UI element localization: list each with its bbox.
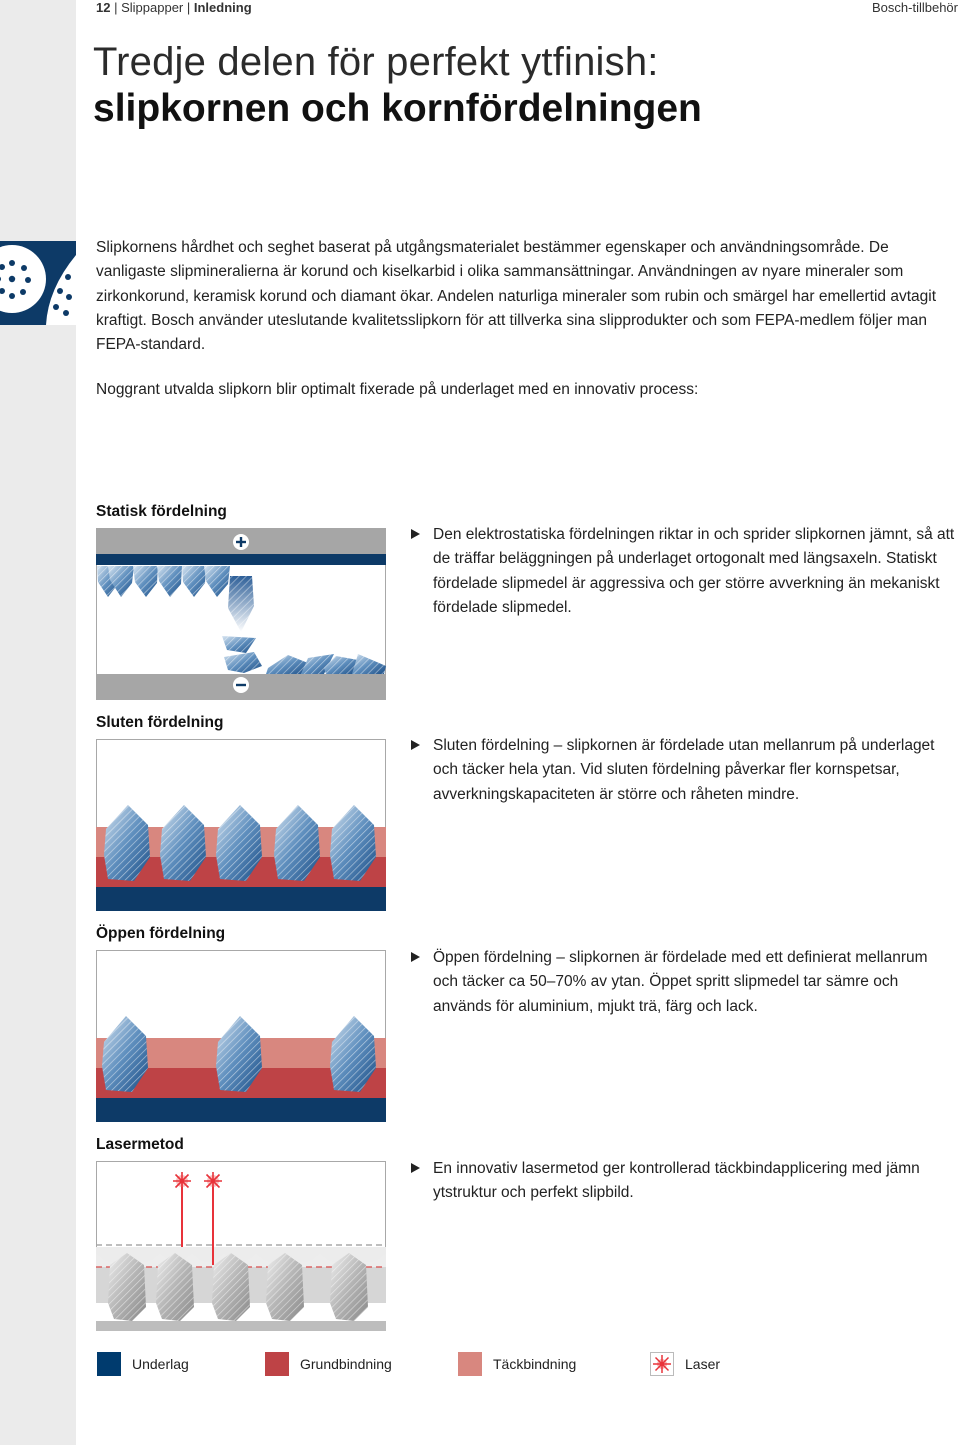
section-desc-closed bbox=[411, 734, 956, 807]
section-title-laser: Lasermetod bbox=[96, 1136, 184, 1153]
legend-swatch-grundbindning bbox=[265, 1352, 289, 1376]
section-desc-laser bbox=[411, 1157, 956, 1206]
header-section: Slippapper bbox=[121, 0, 184, 15]
legend-item-grundbindning bbox=[265, 1352, 392, 1376]
legend-item-tackbindning bbox=[458, 1352, 576, 1376]
sanding-disc-icon bbox=[0, 241, 76, 325]
legend-item-laser bbox=[650, 1352, 720, 1376]
legend-swatch-tackbindning bbox=[458, 1352, 482, 1376]
legend-swatch-underlag bbox=[97, 1352, 121, 1376]
section-text-open: Öppen fördelning – slipkornen är fördelade med ett definierat mellanrum och täcker ca 50–70% av ytan. Öppet spritt slipmedel tar sämre och används för aluminium, mjukt trä, färg och lack. bbox=[433, 949, 928, 1015]
bullet-arrow-icon bbox=[411, 952, 420, 962]
page-header bbox=[96, 0, 252, 15]
laser-icon bbox=[650, 1352, 674, 1376]
legend-label-laser: Laser bbox=[685, 1356, 721, 1372]
header-brand: Bosch-tillbehör bbox=[872, 0, 958, 15]
side-strip bbox=[0, 0, 76, 1445]
section-title-open: Öppen fördelning bbox=[96, 925, 226, 942]
bullet-arrow-icon bbox=[411, 1163, 420, 1173]
page-number: 12 bbox=[96, 0, 111, 15]
section-title-closed: Sluten fördelning bbox=[96, 714, 224, 731]
section-desc-open bbox=[411, 946, 956, 1019]
static-distribution-diagram bbox=[96, 528, 386, 700]
section-desc-static bbox=[411, 523, 956, 620]
intro-paragraph: Slipkornens hårdhet och seghet baserat på utgångsmaterialet bestämmer egenskaper och användningsområde. De vanligaste slipmineralierna är korund och kiselkarbid i olika sammansättningar. Användningen av nyare mineraler som zirkonkorund, keramisk korund och diamant ökar. Andelen naturliga mineraler som rubin och smärgel har emellertid avtagit kraftigt. Bosch använder uteslutande kvalitetsslipkorn för att tillverka sina slipprodukter och som FEPA-medlem följer man FEPA-standard. bbox=[96, 239, 936, 354]
laser-method-diagram bbox=[96, 1161, 386, 1331]
open-distribution-diagram bbox=[96, 950, 386, 1122]
header-sep-2: | bbox=[186, 0, 194, 15]
bullet-arrow-icon bbox=[411, 740, 420, 750]
section-text-static: Den elektrostatiska fördelningen riktar in och sprider slipkornen jämnt, så att de träffar beläggningen på underlaget ortogonalt med längsaxeln. Statiskt fördelade slipmedel är aggressiva och ger större avverkning än mekaniskt fördelade slipmedel. bbox=[433, 526, 955, 616]
legend-item-underlag bbox=[97, 1352, 189, 1376]
closed-distribution-diagram bbox=[96, 739, 386, 911]
page-title-line2: slipkornen och kornfördelningen bbox=[93, 87, 702, 130]
section-text-closed: Sluten fördelning – slipkornen är fördelade utan mellanrum på underlaget och täcker hela ytan. Vid sluten fördelning påverkar fler kornspetsar, avverkningskapaciteten är större och råheten mindre. bbox=[433, 737, 935, 803]
page-title-line1: Tredje delen för perfekt ytfinish: bbox=[93, 40, 659, 84]
section-text-laser: En innovativ lasermetod ger kontrollerad täckbindapplicering med jämn ytstruktur och perfekt slipbild. bbox=[433, 1160, 920, 1202]
lead-paragraph: Noggrant utvalda slipkorn blir optimalt fixerade på underlaget med en innovativ process: bbox=[96, 381, 699, 398]
legend-label-tackbindning: Täckbindning bbox=[493, 1356, 577, 1372]
section-title-static: Statisk fördelning bbox=[96, 503, 227, 520]
header-sep-1: | bbox=[114, 0, 122, 15]
legend-label-grundbindning: Grundbindning bbox=[300, 1356, 392, 1372]
bullet-arrow-icon bbox=[411, 529, 420, 539]
legend-label-underlag: Underlag bbox=[132, 1356, 189, 1372]
header-chapter: Inledning bbox=[193, 0, 252, 15]
